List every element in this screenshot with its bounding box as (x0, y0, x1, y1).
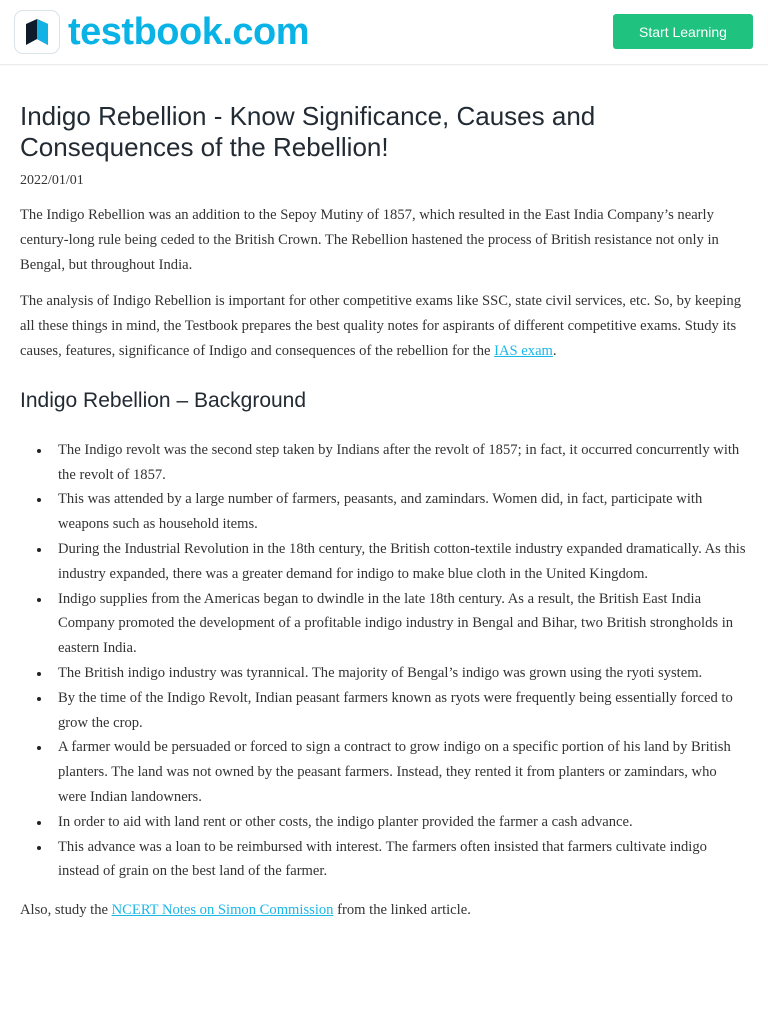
site-header (0, 0, 768, 65)
also-study-paragraph (20, 898, 748, 923)
article (0, 101, 768, 923)
list-item-text: A farmer would be persuaded or forced to sign a contract to grow indigo on a specific portion of his land by British planters. The land was not owned by the peasant farmers. Instead, they rented it from planters or zamindars, who were Indian landowners. (58, 739, 731, 805)
bullet-icon (37, 498, 41, 502)
list-item (20, 661, 748, 686)
bullet-icon (37, 598, 41, 602)
list-item-text: The British indigo industry was tyrannical. The majority of Bengal’s indigo was grown using the ryoti system. (58, 664, 703, 681)
simon-commission-link[interactable]: NCERT Notes on Simon Commission (111, 902, 334, 919)
list-item-text: During the Industrial Revolution in the 18th century, the British cotton-textile industry expanded dramatically. As this industry expanded, there was a greater demand for indigo to make blue cloth in the United Kingdom. (58, 540, 746, 582)
list-item-text: By the time of the Indigo Revolt, Indian peasant farmers known as ryots were frequently being essentially forced to grow the crop. (58, 689, 733, 731)
section-heading-background: Indigo Rebellion – Background (20, 388, 307, 412)
list-item-text: In order to aid with land rent or other costs, the indigo planter provided the farmer a cash advance. (58, 813, 633, 830)
list-item (20, 587, 748, 661)
analysis-text: The analysis of Indigo Rebellion is important for other competitive exams like SSC, state civil services, etc. So, by keeping all these things in mind, the Testbook prepares the best quality notes for aspirants of different competitive exams. Study its causes, features, significance of Indigo and consequences of the rebellion for the (20, 293, 742, 359)
testbook-logo-icon (14, 10, 60, 54)
bullet-icon (37, 846, 41, 850)
list-item (20, 810, 748, 835)
list-item-text: Indigo supplies from the Americas began to dwindle in the late 18th century. As a result, the British East India Company promoted the development of a profitable indigo industry in Bengal and Bihar, two British strongholds in eastern India. (58, 590, 734, 657)
bullet-icon (37, 697, 41, 701)
analysis-paragraph (20, 289, 748, 363)
article-title: Indigo Rebellion - Know Significance, Causes and Consequences of the Rebellion! (20, 101, 596, 162)
intro-paragraph: The Indigo Rebellion was an addition to the Sepoy Mutiny of 1857, which resulted in the East India Company’s nearly century-long rule being ceded to the British Crown. The Rebellion hastened the process of British resistance not only in Bengal, but throughout India. (20, 207, 719, 273)
list-item-text: This advance was a loan to be reimbursed with interest. The farmers often insisted that farmers cultivate indigo instead of grain on the best land of the farmer. (58, 838, 707, 880)
logo-text: testbook.com (68, 11, 310, 53)
list-item (20, 735, 748, 809)
ias-exam-link[interactable]: IAS exam (494, 342, 553, 359)
also-prefix: Also, study the (20, 902, 112, 919)
list-item (20, 537, 748, 587)
site-logo[interactable] (14, 9, 309, 55)
list-item-text: The Indigo revolt was the second step taken by Indians after the revolt of 1857; in fact, it occurred concurrently with the revolt of 1857. (58, 441, 740, 483)
list-item (20, 686, 748, 736)
bullet-icon (37, 746, 41, 750)
background-list (20, 438, 748, 884)
list-item-text: This was attended by a large number of farmers, peasants, and zamindars. Women did, in fact, participate with weapons such as household items. (58, 491, 703, 533)
also-suffix: from the linked article. (333, 902, 471, 919)
list-item (20, 438, 748, 488)
start-learning-button[interactable]: Start Learning (613, 14, 753, 49)
publish-date: 2022/01/01 (20, 173, 84, 188)
bullet-icon (37, 821, 41, 825)
list-item (20, 487, 748, 537)
bullet-icon (37, 672, 41, 676)
list-item (20, 835, 748, 885)
bullet-icon (37, 449, 41, 453)
bullet-icon (37, 548, 41, 552)
analysis-end: . (552, 342, 557, 359)
